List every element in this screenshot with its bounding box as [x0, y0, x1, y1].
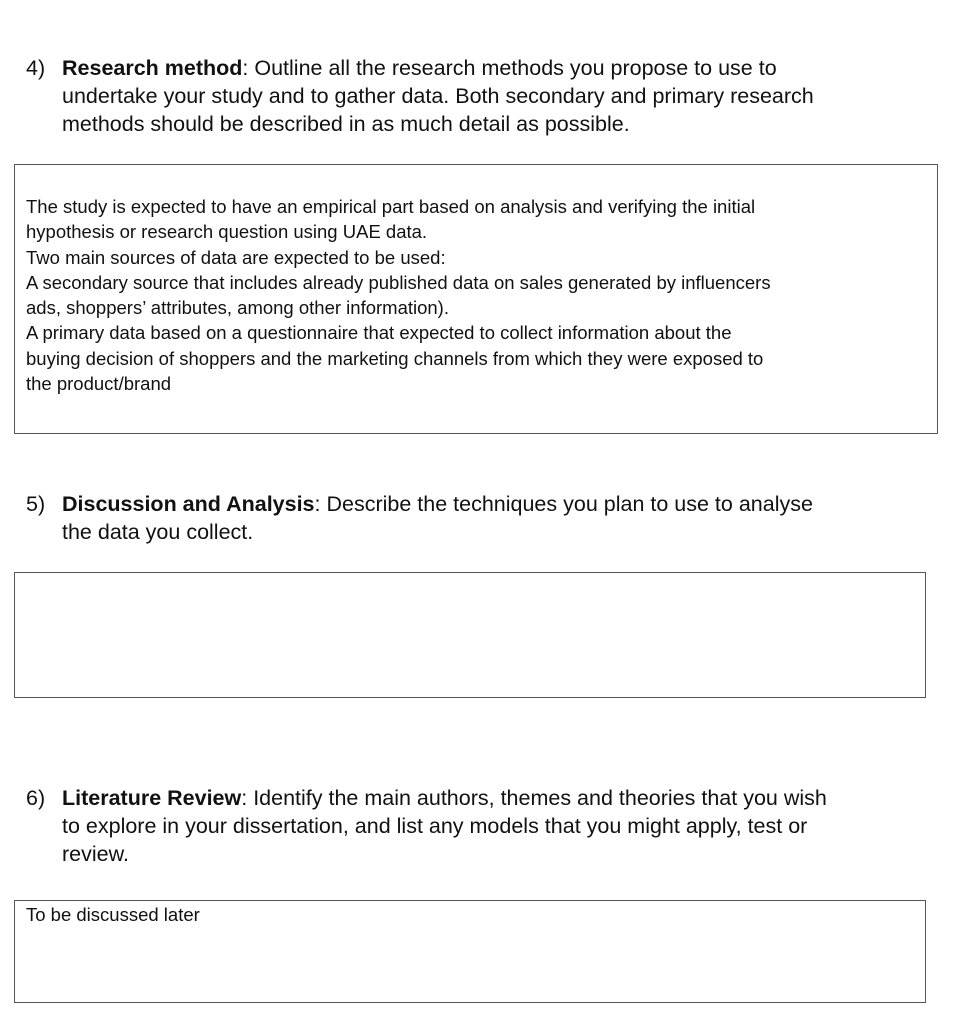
answer-text — [26, 194, 771, 396]
question-number: 6) — [26, 786, 46, 810]
answer-line: Two main sources of data are expected to be used: — [26, 246, 446, 268]
answer-box-6[interactable] — [14, 900, 926, 1003]
question-line-2: to explore in your dissertation, and list any models that you might apply, test or — [62, 814, 808, 838]
question-line-1 — [62, 54, 926, 82]
answer-line: the product/brand — [26, 373, 172, 395]
question-line-1 — [62, 490, 926, 518]
question-line-1-text: Outline all the research methods you propose to use to — [248, 56, 777, 80]
question-line-2: the data you collect. — [62, 520, 254, 544]
question-title: Literature Review — [62, 786, 242, 810]
question-4 — [26, 54, 926, 138]
answer-box-5[interactable] — [14, 572, 926, 698]
question-5 — [26, 490, 926, 546]
question-title: Discussion and Analysis — [62, 492, 315, 516]
question-text — [62, 784, 926, 868]
answer-box-4[interactable] — [14, 164, 938, 434]
question-line-1 — [62, 784, 926, 812]
question-separator: : — [242, 56, 249, 80]
answer-line: A secondary source that includes already published data on sales generated by influencers — [26, 271, 771, 293]
question-text — [62, 54, 926, 138]
question-number: 4) — [26, 56, 46, 80]
question-line-3: methods should be described in as much detail as possible. — [62, 112, 630, 136]
answer-line: The study is expected to have an empirical part based on analysis and verifying the initial — [26, 196, 756, 217]
question-line-3: review. — [62, 842, 129, 866]
question-line-1-text: Describe the techniques you plan to use to analyse — [320, 492, 813, 516]
answer-line: ads, shoppers’ attributes, among other information). — [26, 297, 449, 319]
question-number: 5) — [26, 492, 46, 516]
question-separator: : — [314, 492, 321, 516]
question-6 — [26, 784, 926, 868]
answer-line: A primary data based on a questionnaire that expected to collect information about the — [26, 322, 732, 344]
question-line-2: undertake your study and to gather data. Both secondary and primary research — [62, 84, 814, 108]
answer-line: buying decision of shoppers and the marketing channels from which they were exposed to — [26, 347, 764, 369]
question-separator: : — [241, 786, 248, 810]
answer-text — [26, 902, 200, 927]
answer-line: hypothesis or research question using UAE data. — [26, 221, 428, 243]
question-title: Research method — [62, 56, 243, 80]
question-line-1-text: Identify the main authors, themes and theories that you wish — [247, 786, 827, 810]
question-text — [62, 490, 926, 546]
answer-line: To be discussed later — [26, 904, 200, 925]
